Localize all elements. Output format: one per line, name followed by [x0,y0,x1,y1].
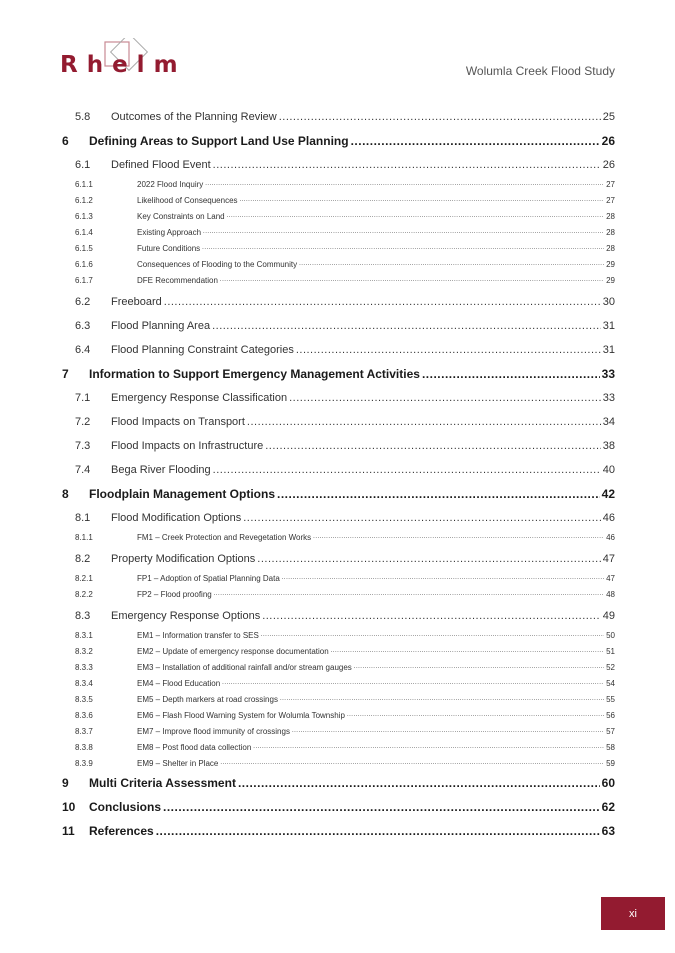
toc-leader-dots [243,512,601,524]
toc-entry-page: 40 [602,464,615,476]
toc-entry-page: 42 [601,487,615,501]
toc-entry[interactable] [60,192,615,208]
toc-entry[interactable] [60,240,615,256]
toc-entry-title: EM4 – Flood Education [137,678,221,688]
toc-entry-number: 6.1.6 [75,259,93,269]
toc-entry[interactable] [60,434,615,458]
toc-entry-title: Key Constraints on Land [137,211,225,221]
toc-entry-page: 56 [606,710,615,720]
toc-leader-dots [163,800,600,814]
toc-leader-dots [299,261,604,267]
toc-entry[interactable] [60,506,615,530]
toc-leader-dots [164,296,601,308]
toc-entry[interactable] [60,362,615,386]
toc-entry-title: Information to Support Emergency Management Activities [89,367,420,381]
toc-entry-title: EM3 – Installation of additional rainfall and/or stream gauges [137,662,352,672]
toc-leader-dots [222,680,604,686]
toc-entry-page: 62 [601,800,615,814]
toc-leader-dots [347,712,604,718]
toc-entry-title: Flood Planning Area [111,320,211,332]
toc-entry-page: 52 [606,662,615,672]
toc-leader-dots [202,245,604,251]
toc-entry-page: 31 [602,344,615,356]
toc-entry[interactable] [60,659,615,675]
toc-entry-title: EM8 – Post flood data collection [137,742,252,752]
toc-entry[interactable] [60,570,615,586]
toc-entry[interactable] [60,675,615,691]
toc-entry[interactable] [60,105,615,129]
toc-entry[interactable] [60,410,615,434]
toc-entry-page: 60 [601,776,615,790]
toc-entry-page: 34 [602,416,615,428]
toc-entry[interactable] [60,129,615,153]
toc-leader-dots [156,824,600,838]
toc-entry-page: 29 [606,275,615,285]
toc-entry-number: 7.2 [75,416,91,428]
toc-entry-page: 25 [602,111,615,123]
toc-leader-dots [289,392,601,404]
toc-entry-number: 8.3.5 [75,694,93,704]
toc-leader-dots [205,181,604,187]
toc-entry-number: 5.8 [75,111,91,123]
toc-entry-number: 8.1 [75,512,91,524]
toc-leader-dots [238,776,600,790]
toc-entry-title: FP1 – Adoption of Spatial Planning Data [137,573,280,583]
toc-leader-dots [354,664,604,670]
toc-entry-number: 7 [62,367,69,381]
toc-entry[interactable] [60,547,615,571]
toc-entry[interactable] [60,176,615,192]
toc-entry-page: 49 [602,610,615,622]
toc-entry-page: 59 [606,758,615,768]
toc-entry-title: Flood Impacts on Transport [111,416,245,428]
toc-entry-number: 11 [62,824,75,838]
toc-entry[interactable] [60,795,615,819]
toc-entry-number: 8.2 [75,553,91,565]
toc-entry[interactable] [60,256,615,272]
toc-entry-page: 28 [606,243,615,253]
toc-entry-number: 6.1.4 [75,227,93,237]
toc-entry[interactable] [60,482,615,506]
toc-entry-title: Bega River Flooding [111,464,211,476]
toc-entry-page: 28 [606,211,615,221]
toc-entry[interactable] [60,819,615,843]
toc-entry[interactable] [60,153,615,177]
toc-entry-number: 6.1.3 [75,211,93,221]
toc-entry-title: Floodplain Management Options [89,487,275,501]
toc-entry-page: 47 [602,553,615,565]
document-title: Wolumla Creek Flood Study [465,64,615,78]
page-number: xi [629,907,637,920]
toc-entry-title: EM5 – Depth markers at road crossings [137,694,278,704]
toc-leader-dots [257,553,600,565]
toc-entry-number: 8.3.7 [75,726,93,736]
toc-entry[interactable] [60,643,615,659]
toc-entry[interactable] [60,272,615,288]
toc-entry[interactable] [60,386,615,410]
toc-entry-title: Existing Approach [137,227,202,237]
toc-entry-title: Emergency Response Classification [111,392,288,404]
toc-entry-number: 8.3 [75,610,91,622]
toc-entry-page: 26 [602,159,615,171]
toc-entry-number: 8 [62,487,69,501]
toc-entry-number: 6.1 [75,159,91,171]
toc-entry-number: 8.3.6 [75,710,93,720]
toc-entry-number: 8.3.8 [75,742,93,752]
toc-entry-title: References [89,824,154,838]
toc-entry-number: 8.1.1 [75,532,93,542]
toc-entry-number: 7.4 [75,464,91,476]
toc-leader-dots [212,320,601,332]
toc-entry-title: FP2 – Flood proofing [137,589,212,599]
toc-entry-title: Flood Planning Constraint Categories [111,344,294,356]
toc-entry[interactable] [60,604,615,628]
toc-entry-title: EM1 – Information transfer to SES [137,630,259,640]
toc-entry[interactable] [60,314,615,338]
toc-entry-number: 8.3.1 [75,630,93,640]
toc-leader-dots [247,416,601,428]
toc-entry-number: 8.2.1 [75,573,93,583]
toc-entry-page: 48 [606,589,615,599]
toc-entry-title: EM6 – Flash Flood Warning System for Wolumla Township [137,710,345,720]
table-of-contents [60,105,615,843]
toc-leader-dots [261,632,604,638]
toc-leader-dots [220,277,604,283]
toc-entry-title: Likelihood of Consequences [137,195,238,205]
toc-leader-dots [213,464,601,476]
toc-entry[interactable] [60,208,615,224]
toc-entry[interactable] [60,755,615,771]
toc-entry-page: 46 [606,532,615,542]
toc-entry-page: 46 [602,512,615,524]
toc-entry-page: 26 [601,134,615,148]
logo-text: Rhelm [60,52,187,78]
toc-entry[interactable] [60,771,615,795]
toc-entry[interactable] [60,707,615,723]
toc-entry-number: 6.1.1 [75,179,93,189]
toc-entry-title: FM1 – Creek Protection and Revegetation Works [137,532,312,542]
toc-entry-title: Defining Areas to Support Land Use Planning [89,134,349,148]
toc-entry[interactable] [60,586,615,602]
toc-entry-number: 8.3.9 [75,758,93,768]
toc-leader-dots [220,760,604,766]
toc-leader-dots [279,111,601,123]
toc-entry-title: Freeboard [111,296,162,308]
toc-entry-page: 58 [606,742,615,752]
toc-entry-page: 47 [606,573,615,583]
toc-entry-page: 28 [606,227,615,237]
toc-entry-page: 57 [606,726,615,736]
toc-leader-dots [253,744,604,750]
toc-entry-number: 6.2 [75,296,91,308]
toc-entry-page: 54 [606,678,615,688]
toc-leader-dots [227,213,604,219]
toc-entry-page: 38 [602,440,615,452]
toc-leader-dots [331,648,604,654]
toc-entry-page: 30 [602,296,615,308]
toc-entry-page: 55 [606,694,615,704]
toc-entry-number: 8.3.4 [75,678,93,688]
toc-leader-dots [265,440,601,452]
rhelm-logo [60,38,190,88]
toc-entry[interactable] [60,290,615,314]
toc-leader-dots [203,229,604,235]
toc-entry-page: 51 [606,646,615,656]
toc-entry-page: 27 [606,179,615,189]
toc-entry-number: 7.1 [75,392,91,404]
toc-leader-dots [422,367,600,381]
toc-entry-title: Multi Criteria Assessment [89,776,236,790]
toc-entry-page: 31 [602,320,615,332]
toc-entry-page: 33 [601,367,615,381]
toc-leader-dots [296,344,601,356]
toc-entry-number: 6.3 [75,320,91,332]
toc-entry-title: DFE Recommendation [137,275,218,285]
toc-entry-number: 6.1.7 [75,275,93,285]
toc-entry-title: EM7 – Improve flood immunity of crossings [137,726,290,736]
toc-entry-number: 6.1.5 [75,243,93,253]
toc-entry-title: Emergency Response Options [111,610,261,622]
toc-entry[interactable] [60,338,615,362]
toc-entry-number: 7.3 [75,440,91,452]
toc-leader-dots [240,197,605,203]
toc-entry[interactable] [60,691,615,707]
toc-entry-title: Outcomes of the Planning Review [111,111,277,123]
toc-entry-title: Conclusions [89,800,162,814]
toc-entry-page: 29 [606,259,615,269]
toc-entry-number: 8.3.2 [75,646,93,656]
toc-entry[interactable] [60,739,615,755]
toc-leader-dots [351,134,600,148]
page-number-badge [601,897,665,930]
toc-entry-number: 8.2.2 [75,589,93,599]
toc-entry-title: Flood Modification Options [111,512,242,524]
toc-entry[interactable] [60,224,615,240]
toc-entry-page: 27 [606,195,615,205]
toc-entry-number: 6.1.2 [75,195,93,205]
toc-leader-dots [282,575,604,581]
toc-entry-page: 63 [601,824,615,838]
toc-leader-dots [213,159,601,171]
toc-entry-number: 8.3.3 [75,662,93,672]
toc-entry-page: 33 [602,392,615,404]
toc-leader-dots [277,487,600,501]
toc-entry-number: 6 [62,134,69,148]
toc-entry-title: 2022 Flood Inquiry [137,179,204,189]
toc-entry-number: 6.4 [75,344,91,356]
toc-entry-title: Defined Flood Event [111,159,211,171]
toc-leader-dots [280,696,604,702]
toc-entry[interactable] [60,529,615,545]
toc-entry-title: Flood Impacts on Infrastructure [111,440,264,452]
toc-leader-dots [262,610,601,622]
toc-entry[interactable] [60,458,615,482]
toc-entry[interactable] [60,723,615,739]
toc-entry-title: Future Conditions [137,243,201,253]
toc-entry-number: 10 [62,800,76,814]
toc-entry-title: EM9 – Shelter in Place [137,758,219,768]
toc-entry-title: EM2 – Update of emergency response documentation [137,646,329,656]
toc-entry-page: 50 [606,630,615,640]
toc-entry-title: Consequences of Flooding to the Community [137,259,298,269]
toc-entry[interactable] [60,627,615,643]
toc-leader-dots [313,534,604,540]
toc-leader-dots [214,591,604,597]
toc-leader-dots [292,728,604,734]
toc-entry-number: 9 [62,776,69,790]
toc-entry-title: Property Modification Options [111,553,256,565]
